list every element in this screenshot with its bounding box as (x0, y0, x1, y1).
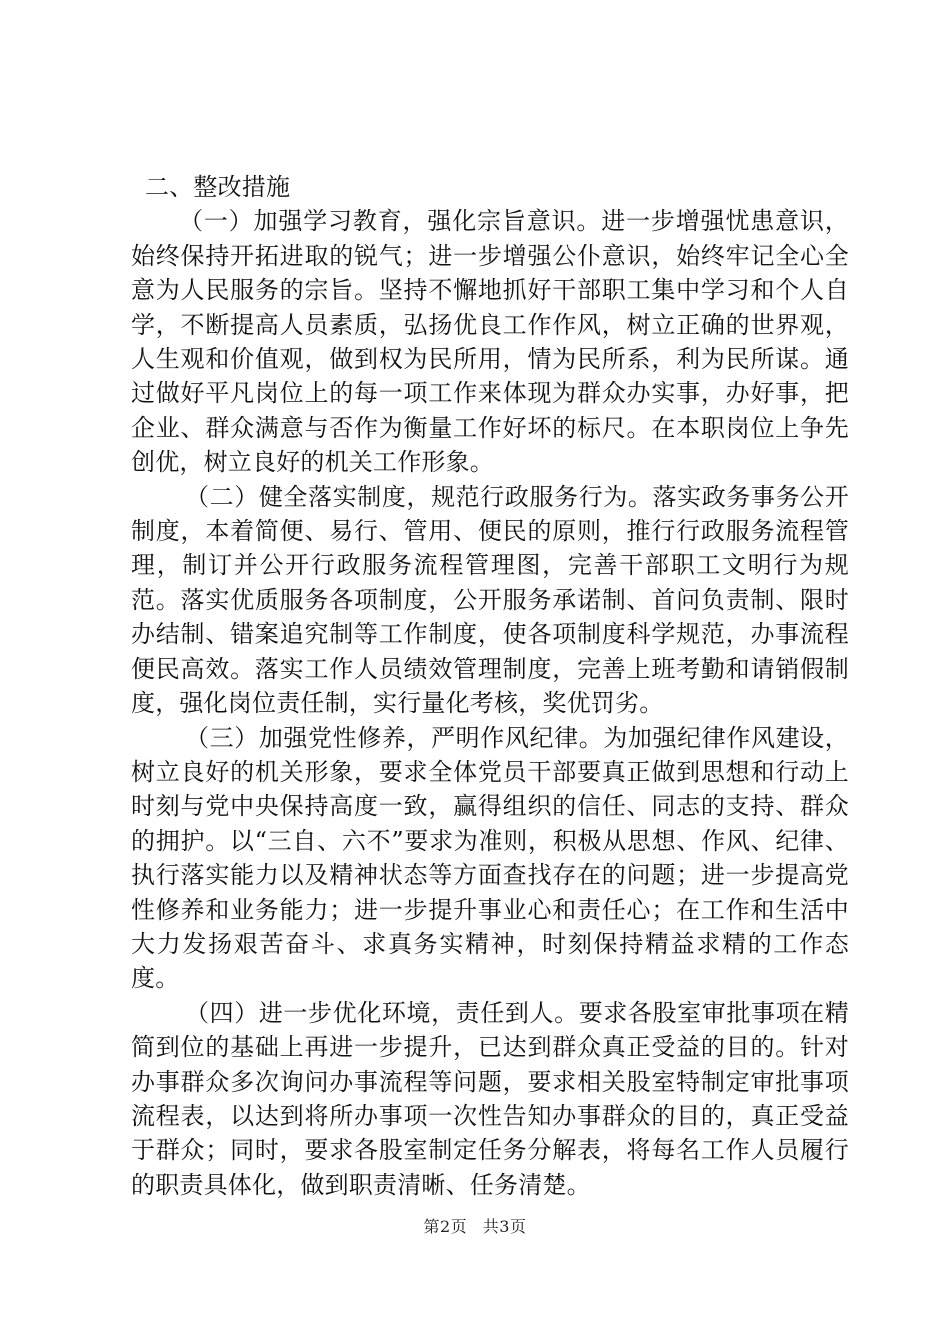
section-heading: 二、整改措施 (145, 173, 291, 201)
paragraph-4: （四）进一步优化环境，责任到人。要求各股室审批事项在精简到位的基础上再进一步提升，已达到群众真正受益的目的。针对办事群众多次询问办事流程等问题，要求相关股室特制定审批事项流程表，以达到将所办事项一次性告知办事群众的目的，真正受益于群众；同时，要求各股室制定任务分解表，将每名工作人员履行的职责具体化，做到职责清晰、任务清楚。 (131, 998, 849, 1199)
paragraph-1: （一）加强学习教育，强化宗旨意识。进一步增强忧患意识，始终保持开拓进取的锐气；进一步增强公仆意识，始终牢记全心全意为人民服务的宗旨。坚持不懈地抓好干部职工集中学习和个人自学，不断提高人员素质，弘扬优良工作作风，树立正确的世界观，人生观和价值观，做到权为民所用，情为民所系，利为民所谋。通过做好平凡岗位上的每一项工作来体现为群众办实事，办好事，把企业、群众满意与否作为衡量工作好坏的标尺。在本职岗位上争先创优，树立良好的机关工作形象。 (131, 207, 849, 477)
page-footer (0, 1214, 950, 1237)
paragraph-2: （二）健全落实制度，规范行政服务行为。落实政务事务公开制度，本着简便、易行、管用、便民的原则，推行行政服务流程管理，制订并公开行政服务流程管理图，完善干部职工文明行为规范。落实优质服务各项制度，公开服务承诺制、首问负责制、限时办结制、错案追究制等工作制度，使各项制度科学规范，办事流程便民高效。落实工作人员绩效管理制度，完善上班考勤和请销假制度，强化岗位责任制，实行量化考核，奖优罚劣。 (131, 482, 849, 718)
document-body (131, 170, 849, 1202)
page-number: 第2页 (423, 1217, 468, 1236)
paragraph-3: （三）加强党性修养，严明作风纪律。为加强纪律作风建设，树立良好的机关形象，要求全体党员干部要真正做到思想和行动上时刻与党中央保持高度一致，赢得组织的信任、同志的支持、群众的拥护。以“三自、六不”要求为准则，积极从思想、作风、纪律、执行落实能力以及精神状态等方面查找存在的问题；进一步提高党性修养和业务能力；进一步提升事业心和责任心；在工作和生活中大力发扬艰苦奋斗、求真务实精神，时刻保持精益求精的工作态度。 (131, 723, 849, 993)
total-pages: 共3页 (482, 1217, 527, 1236)
